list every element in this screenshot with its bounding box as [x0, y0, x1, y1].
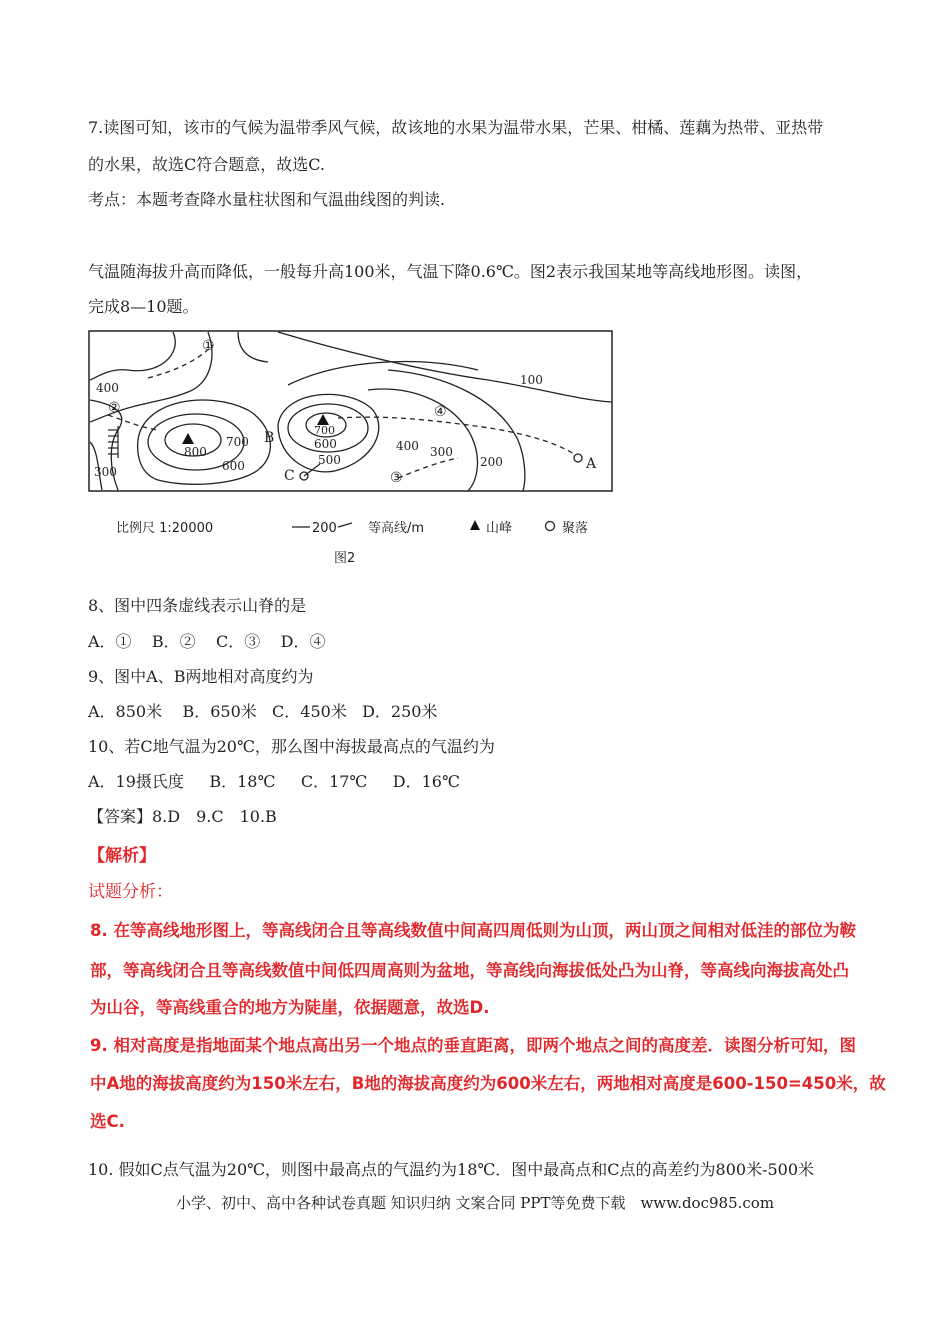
legend-peak: 山峰: [486, 521, 513, 536]
contour-label: 600: [222, 459, 245, 473]
q10-option-c: C．17℃: [300, 772, 368, 791]
analysis-9-line-2: 中A地的海拔高度约为150米左右，B地的海拔高度约为600米左右，两地相对高度是600-150=450米，故: [90, 1074, 886, 1093]
analysis-header: 【解析】: [88, 846, 156, 866]
legend-peak-icon: [470, 520, 480, 530]
q10-stem: 10、若C地气温为20℃，那么图中海拔最高点的气温约为: [88, 737, 495, 756]
q7-line-2: 的水果，故选C符合题意，故选C.: [88, 155, 326, 174]
q8-option-d: D．④: [280, 632, 326, 651]
q8-option-c: C．③: [216, 632, 261, 651]
q10-option-b: B．18℃: [209, 772, 276, 791]
intro-line-2: 完成8—10题。: [88, 297, 199, 316]
settlement-icon: [574, 454, 582, 462]
answer-key: 【答案】8.D 9.C 10.B: [88, 807, 277, 826]
q9-options: [88, 702, 437, 722]
contour-label: 700: [226, 435, 249, 449]
place-b: B: [264, 430, 275, 446]
map-legend: [116, 520, 588, 566]
q9-option-a: A．850米: [88, 702, 163, 721]
q9-option-b: B．650米: [182, 702, 257, 721]
contour-line: [278, 332, 612, 402]
analysis-8-line-3: 为山谷，等高线重合的地方为陡崖，依据题意，故选D.: [90, 998, 490, 1017]
q10-option-a: A．19摄氏度: [88, 772, 184, 791]
q9-option-c: C．450米: [272, 702, 347, 721]
legend-settlement: 聚落: [562, 521, 589, 536]
q8-options: [88, 632, 325, 652]
intro-line-1: 气温随海拔升高而降低，一般每升高100米，气温下降0.6℃。图2表示我国某地等高线地形图。读图，: [88, 262, 813, 281]
contour-line: [138, 400, 271, 484]
page-footer: 小学、初中、高中各种试卷真题 知识归纳 文案合同 PPT等免费下载 www.doc985.com: [175, 1194, 775, 1212]
contour-map-figure: [88, 330, 616, 570]
marker-4: ④: [434, 404, 447, 420]
contour-label: 800: [184, 445, 207, 459]
q10-option-d: D．16℃: [392, 772, 460, 791]
dashed-line-4: [338, 417, 576, 455]
q8-option-b: B．②: [151, 632, 196, 651]
contour-label: 600: [314, 437, 337, 451]
legend-settlement-icon: [546, 522, 555, 531]
place-a: A: [586, 456, 597, 472]
contour-line: [388, 370, 525, 491]
contour-label: 300: [430, 445, 453, 459]
analysis-10-line-1: 10. 假如C点气温为20℃，则图中最高点的气温约为18℃．图中最高点和C点的高差约为800米-500米: [88, 1160, 815, 1179]
legend-contour-text: 等高线/m: [368, 521, 425, 536]
legend-contour-value: 200: [312, 521, 337, 536]
contour-label: 200: [480, 455, 503, 469]
contour-label: 500: [318, 453, 341, 467]
marker-1: ①: [202, 338, 215, 354]
peak-icon: [182, 433, 194, 444]
figure-caption: 图2: [334, 551, 356, 566]
legend-scale: 比例尺 1:20000: [116, 521, 214, 536]
q7-line-1: 7.读图可知，该市的气候为温带季风气候，故该地的水果为温带水果，芒果、柑橘、莲藕为热带、亚热带: [88, 118, 824, 137]
analysis-8-line-2: 部，等高线闭合且等高线数值中间低四周高则为盆地，等高线向海拔低处凸为山脊，等高线向海拔高处凸: [90, 961, 849, 980]
q8-option-a: A．①: [88, 632, 132, 651]
contour-label: 100: [520, 373, 543, 387]
contour-label: 400: [96, 381, 119, 395]
cliff-hatch: [108, 426, 118, 458]
q8-stem: 8、图中四条虚线表示山脊的是: [88, 596, 307, 615]
contour-label: 300: [94, 465, 117, 479]
map-frame: [89, 331, 612, 491]
contour-line: [238, 332, 268, 362]
analysis-8-line-1: 8. 在等高线地形图上，等高线闭合且等高线数值中间高四周低则为山顶，两山顶之间相对低洼的部位为鞍: [90, 921, 856, 940]
analysis-sub: 试题分析：: [88, 882, 173, 902]
place-c: C: [284, 468, 295, 484]
q7-point: 考点：本题考查降水量柱状图和气温曲线图的判读.: [88, 190, 446, 209]
contour-line: [368, 389, 477, 491]
dashed-line-3: [398, 458, 458, 478]
marker-3: ③: [390, 470, 403, 486]
q9-option-d: D．250米: [362, 702, 438, 721]
marker-2: ②: [108, 400, 121, 416]
q10-options: [88, 772, 460, 792]
analysis-9-line-1: 9. 相对高度是指地面某个地点高出另一个地点的垂直距离，即两个地点之间的高度差．读图分析可知，图: [90, 1036, 856, 1055]
q9-stem: 9、图中A、B两地相对高度约为: [88, 667, 314, 686]
contour-map: [88, 330, 616, 570]
contour-line: [90, 332, 175, 380]
analysis-9-line-3: 选C.: [90, 1112, 125, 1131]
contour-label: 400: [396, 439, 419, 453]
contour-label: 700: [314, 424, 335, 437]
